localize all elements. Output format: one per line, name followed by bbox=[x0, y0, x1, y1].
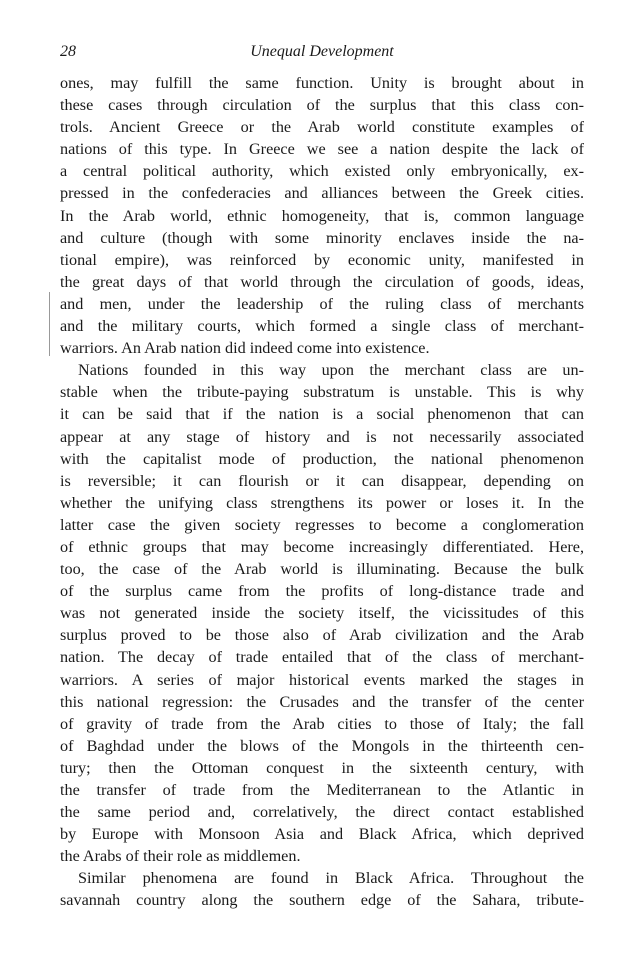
text-line: warriors. A series of major historical events marked the stages in bbox=[60, 670, 584, 689]
text-line: ones, may fulfill the same function. Unity is brought about in bbox=[60, 74, 584, 92]
text-line: is reversible; it can flourish or it can disappear, depending on bbox=[60, 471, 584, 490]
text-line: tional empire), was reinforced by economic unity, manifested in bbox=[60, 250, 584, 269]
text-line: of the surplus came from the profits of long-distance trade and bbox=[60, 582, 584, 601]
text-line: pressed in the confederacies and alliances between the Greek cities. bbox=[60, 184, 584, 203]
text-line: and the military courts, which formed a single class of merchant- bbox=[60, 317, 584, 336]
text-line: this national regression: the Crusades and the transfer of the center bbox=[60, 692, 584, 711]
text-line: tury; then the Ottoman conquest in the sixteenth century, with bbox=[60, 758, 584, 777]
text-line: too, the case of the Arab world is illuminating. Because the bulk bbox=[60, 560, 584, 579]
text-line: of gravity of trade from the Arab cities to those of Italy; the fall bbox=[60, 714, 584, 733]
text-line: it can be said that if the nation is a social phenomenon that can bbox=[60, 405, 584, 424]
text-line: stable when the tribute-paying substratum is unstable. This is why bbox=[60, 383, 584, 402]
text-line: was not generated inside the society itself, the vicissitudes of this bbox=[60, 604, 584, 623]
text-line: surplus proved to be those also of Arab civilization and the Arab bbox=[60, 626, 584, 645]
paragraph-start-line: Nations founded in this way upon the merchant class are un- bbox=[78, 361, 584, 380]
text-line: the great days of that world through the circulation of goods, ideas, bbox=[60, 272, 584, 291]
text-line: trols. Ancient Greece or the Arab world constitute examples of bbox=[60, 118, 584, 137]
text-line: the transfer of trade from the Mediterranean to the Atlantic in bbox=[60, 781, 584, 799]
running-head bbox=[60, 40, 584, 64]
paragraph-end-line: warriors. An Arab nation did indeed come into existence. bbox=[60, 339, 430, 358]
text-line: In the Arab world, ethnic homogeneity, that is, common language bbox=[60, 206, 584, 225]
book-page bbox=[60, 40, 584, 912]
text-line: savannah country along the southern edge of the Sahara, tribute- bbox=[60, 891, 584, 910]
text-line: with the capitalist mode of production, the national phenomenon bbox=[60, 449, 584, 468]
text-line: of Baghdad under the blows of the Mongols in the thirteenth cen- bbox=[60, 736, 584, 755]
text-line: these cases through circulation of the surplus that this class con- bbox=[60, 96, 584, 115]
text-line: latter case the given society regresses to become a conglomeration bbox=[60, 515, 584, 534]
text-line: the same period and, correlatively, the direct contact established bbox=[60, 803, 584, 822]
text-line: by Europe with Monsoon Asia and Black Africa, which deprived bbox=[60, 825, 584, 844]
text-line: whether the unifying class strengthens its power or loses it. In the bbox=[60, 493, 584, 512]
running-title: Unequal Development bbox=[250, 43, 394, 60]
text-line: and culture (though with some minority enclaves inside the na- bbox=[60, 228, 584, 247]
margin-pencil-mark bbox=[49, 292, 51, 356]
body-text bbox=[60, 72, 584, 912]
paragraph-start-line: Similar phenomena are found in Black Africa. Throughout the bbox=[78, 869, 584, 888]
text-line: nation. The decay of trade entailed that of the class of merchant- bbox=[60, 648, 584, 667]
text-line: appear at any stage of history and is not necessarily associated bbox=[60, 427, 584, 446]
text-line: nations of this type. In Greece we see a nation despite the lack of bbox=[60, 140, 584, 159]
text-line: a central political authority, which existed only embryonically, ex- bbox=[60, 162, 584, 181]
text-line: and men, under the leadership of the ruling class of merchants bbox=[60, 294, 584, 313]
page-number: 28 bbox=[60, 43, 76, 60]
paragraph-end-line: the Arabs of their role as middlemen. bbox=[60, 847, 301, 866]
text-line: of ethnic groups that may become increasingly differentiated. Here, bbox=[60, 537, 584, 556]
